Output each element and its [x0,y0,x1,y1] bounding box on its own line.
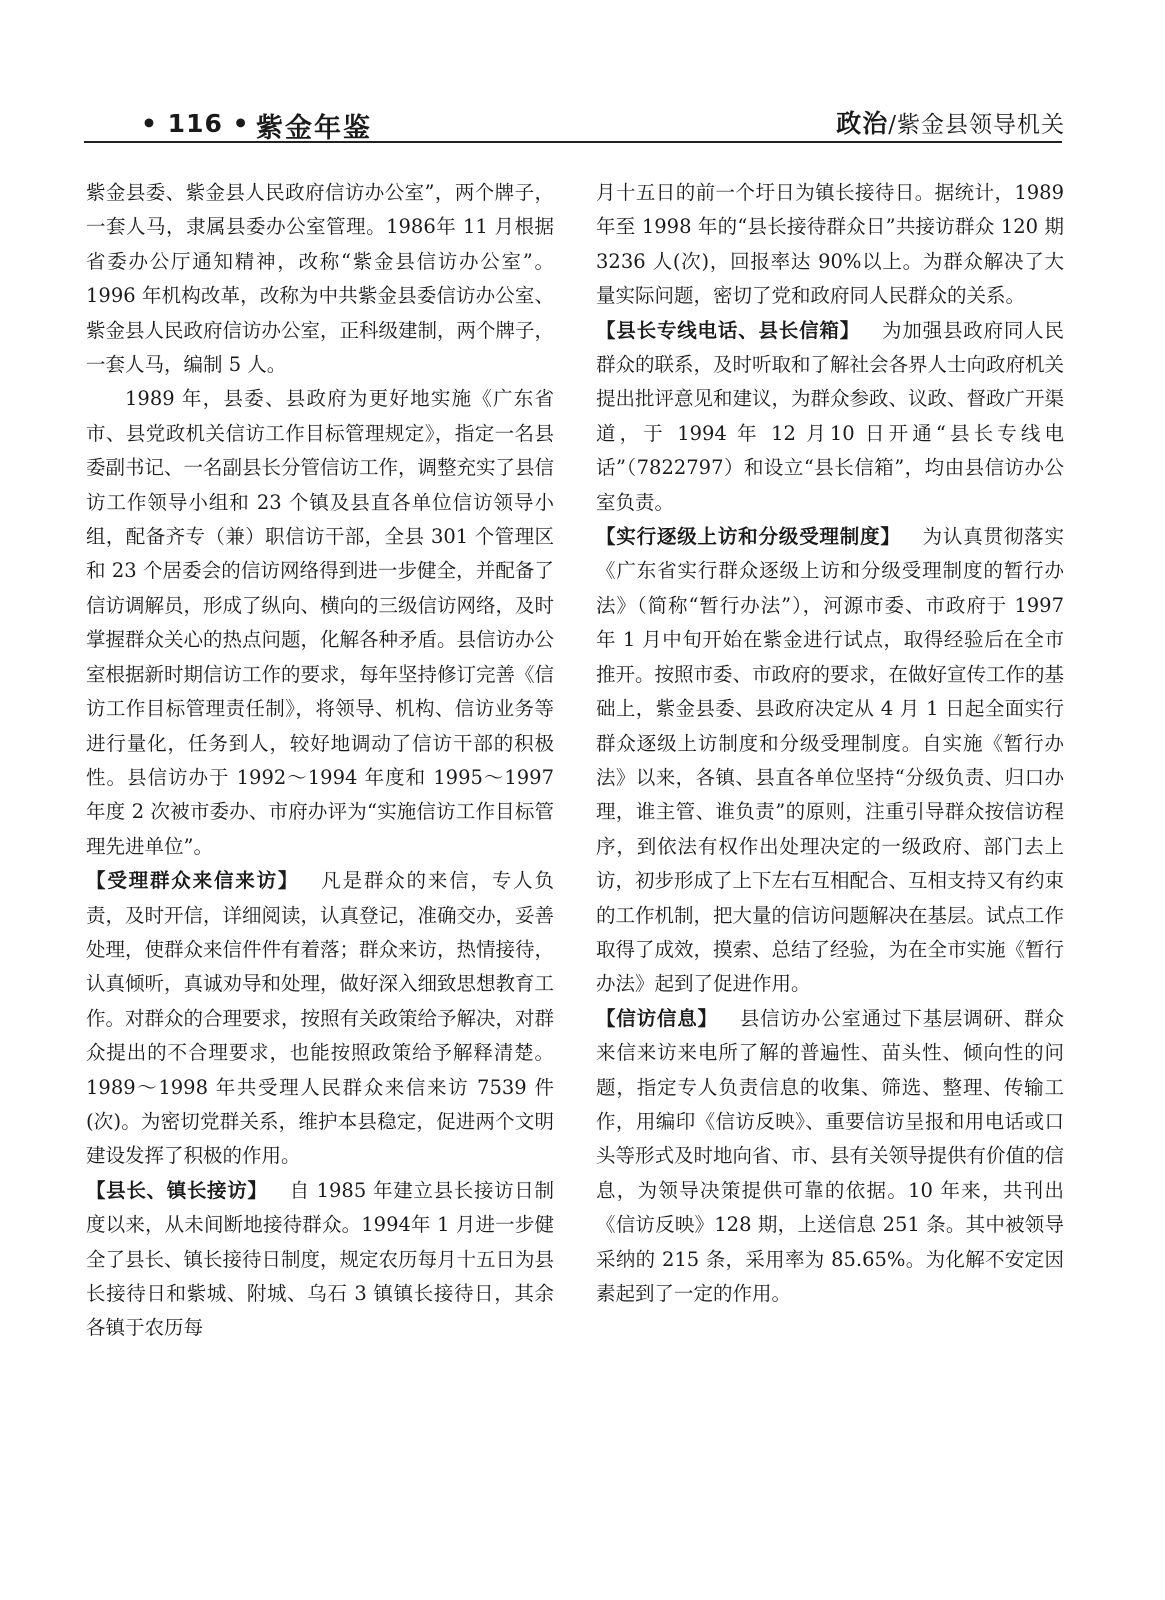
section-petition-information [596,1002,1064,1312]
left-column [86,176,554,1346]
section-heading: 【受理群众来信来访】 [86,869,300,893]
section-heading: 【信访信息】 [596,1006,718,1030]
section-body: 为加强县政府同人民群众的联系，及时听取和了解社会各界人士向政府机关提出批评意见和建议，为群众参政、议政、督政广开渠道，于 1994 年 12 月10 日开通“县长专线电话”（7822797）和设立“县长信箱”，均由县信访办公室负责。 [596,318,1065,514]
section-magistrate-receptions [86,1174,554,1346]
section-receiving-letters-visits [86,864,554,1174]
header-rule [84,141,1062,143]
running-section-title [836,104,1065,140]
book-title: 紫金年鉴 [256,113,372,144]
paragraph-continued: 月十五日的前一个圩日为镇长接待日。据统计，1989 年至 1998 年的“县长接待群众日”共接访群众 120 期 3236 人(次)，回报率达 90%以上。为群众解决了大量实际问题，密切了党和政府同人民群众的关系。 [596,181,1064,308]
section-subtitle: /紫金县领导机关 [888,112,1065,138]
section-body: 县信访办公室通过下基层调研、群众来信来访来电所了解的普遍性、苗头性、倾向性的问题，指定专人负责信息的收集、筛选、整理、传输工作，用编印《信访反映》、重要信访呈报和用电话或口头等形式及时地向省、市、县有关领导提供有价值的信息，为领导决策提供可靠的依据。10 年来，共刊出《信访反映》128 期，上送信息 251 条。其中被领导采纳的 215 条，采用率为 85.65%。为化解不安定因素起到了一定的作用。 [596,1006,1065,1305]
section-body: 自 1985 年建立县长接访日制度以来，从未间断地接待群众。1994年 1 月进一步健全了县长、镇长接待日制度，规定农历每月十五日为县长接待日和紫城、附城、乌石 3 镇镇长接待日，其余各镇于农历每 [86,1178,555,1340]
section-heading: 【县长专线电话、县长信箱】 [596,318,861,342]
section-heading: 【县长、镇长接访】 [86,1178,268,1202]
page-number: • 116 • [141,109,250,138]
paragraph-1989-measures: 1989 年，县委、县政府为更好地实施《广东省市、县党政机关信访工作目标管理规定》，指定一名县委副书记、一名副县长分管信访工作，调整充实了县信访工作领导小组和 23 个镇及县直各单位信访领导小组，配备齐专（兼）职信访干部，全县 301 个管理区和 23 个居委会的信访网络得到进一步健全，并配备了信访调解员，形成了纵向、横向的三级信访网络，及时掌握群众关心的热点问题，化解各种矛盾。县信访办公室根据新时期信访工作的要求，每年坚持修订完善《信访工作目标管理责任制》，将领导、机构、信访业务等进行量化，任务到人，较好地调动了信访干部的积极性。县信访办于 1992～1994 年度和 1995～1997 年度 2 次被市委办、市府办评为“实施信访工作目标管理先进单位”。 [86,387,555,858]
section-main-title: 政治 [836,109,889,138]
section-body: 凡是群众的来信，专人负责，及时开信，详细阅读，认真登记，准确交办，妥善处理，使群众来信件件有着落；群众来访，热情接待，认真倾听，真诚劝导和处理，做好深入细致思想教育工作。对群众的合理要求，按照有关政策给予解决，对群众提出的不合理要求，也能按照政策给予解释清楚。1989～1998 年共受理人民群众来信来访 7539 件(次)。为密切党群关系，维护本县稳定，促进两个文明建设发挥了积极的作用。 [86,869,555,1168]
paragraph-continued: 紫金县委、紫金县人民政府信访办公室”，两个牌子，一套人马，隶属县委办公室管理。1986年 11 月根据省委办公厅通知精神，改称“紫金县信访办公室”。1996 年机构改革，改称为中共紫金县委信访办公室、紫金县人民政府信访办公室，正科级建制，两个牌子，一套人马，编制 5 人。 [86,181,555,377]
section-tiered-petition-system [596,520,1064,1002]
section-body: 为认真贯彻落实《广东省实行群众逐级上访和分级受理制度的暂行办法》（简称“暂行办法”），河源市委、市政府于 1997 年 1 月中旬开始在紫金进行试点，取得经验后在全市推开。按照市委、市政府的要求，在做好宣传工作的基础上，紫金县委、县政府决定从 4 月 1 日起全面实行群众逐级上访制度和分级受理制度。自实施《暂行办法》以来，各镇、县直各单位坚持“分级负责、归口办理，谁主管、谁负责”的原则，注重引导群众按信访程序，到依法有权作出处理决定的一级政府、部门去上访，初步形成了上下左右互相配合、互相支持又有约束的工作机制，把大量的信访问题解决在基层。试点工作取得了成效，摸索、总结了经验，为在全市实施《暂行办法》起到了促进作用。 [596,525,1065,996]
section-heading: 【实行逐级上访和分级受理制度】 [596,525,901,549]
right-column [596,176,1064,1311]
section-hotline-mailbox [596,314,1064,520]
